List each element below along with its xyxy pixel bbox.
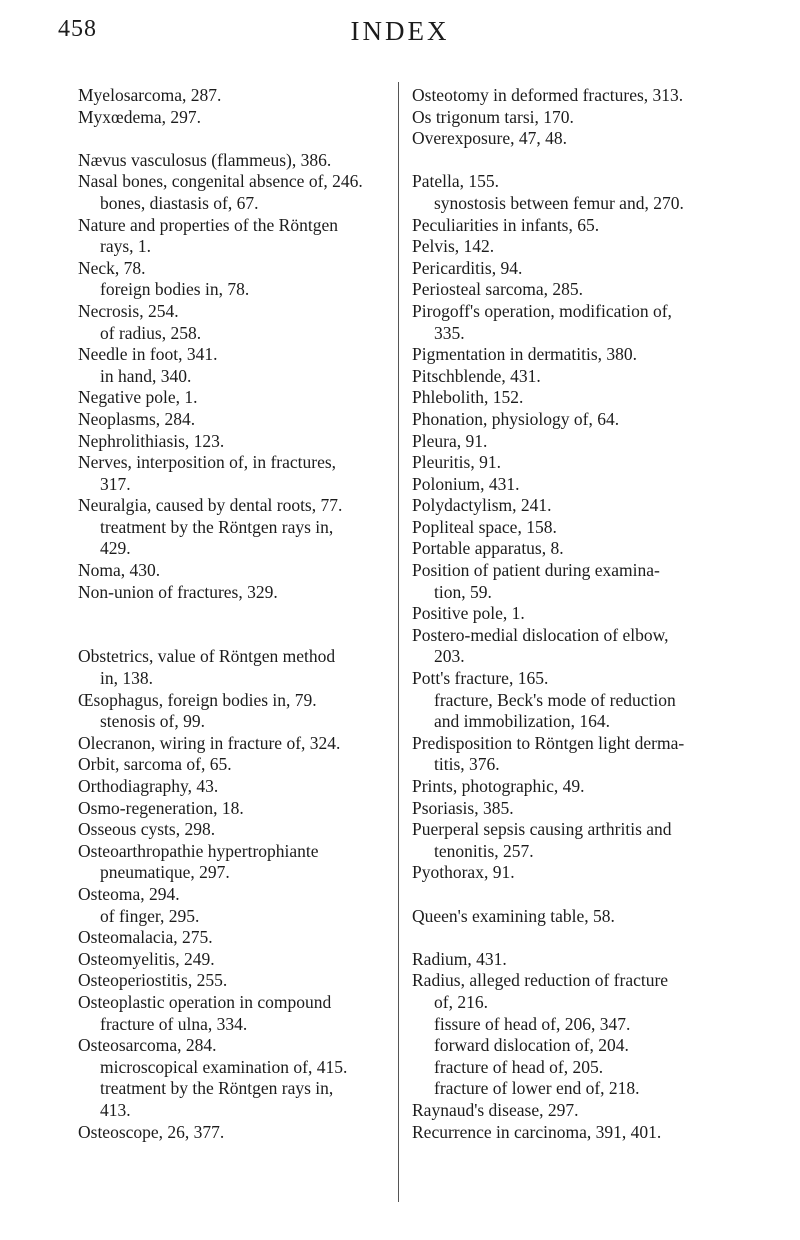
index-entry: Osseous cysts, 298. <box>78 819 216 840</box>
index-entry: Polonium, 431. <box>412 473 520 494</box>
index-subentry: tion, 59. <box>434 581 492 602</box>
index-subentry: fracture, Beck's mode of reduction <box>434 689 676 710</box>
index-subentry: and immobilization, 164. <box>434 711 610 732</box>
index-entry: Negative pole, 1. <box>78 387 198 408</box>
index-entry: Pyothorax, 91. <box>412 862 515 883</box>
index-entry: Osteoarthropathie hypertrophiante <box>78 840 319 861</box>
index-entry: Popliteal space, 158. <box>412 516 557 537</box>
index-entry: Queen's examining table, 58. <box>412 905 615 926</box>
index-entry: Postero-medial dislocation of elbow, <box>412 624 669 645</box>
index-entry: Pott's fracture, 165. <box>412 668 549 689</box>
index-entry: Osteotomy in deformed fractures, 313. <box>412 85 684 105</box>
index-entry: Non-union of fractures, 329. <box>78 581 278 602</box>
index-entry: Prints, photographic, 49. <box>412 776 585 796</box>
index-entry: Osmo-regeneration, 18. <box>78 797 244 818</box>
index-entry: Pirogoff's operation, modification of, <box>412 300 672 321</box>
index-subentry: treatment by the Röntgen rays in, <box>100 1078 334 1099</box>
index-entry: Pelvis, 142. <box>412 236 495 257</box>
index-gap <box>412 927 737 949</box>
index-subentry: pneumatique, 297. <box>100 862 230 883</box>
index-entry: Osteoplastic operation in compound <box>78 991 332 1012</box>
index-entry: Nephrolithiasis, 123. <box>78 430 225 451</box>
index-entry: Peculiarities in infants, 65. <box>412 214 600 235</box>
index-entry: Osteoperiostitis, 255. <box>78 970 228 991</box>
index-entry: Position of patient during examina- <box>412 560 660 581</box>
index-gap <box>78 128 388 150</box>
index-subentry: stenosis of, 99. <box>100 711 205 732</box>
index-entry: Pitschblende, 431. <box>412 365 541 386</box>
index-gap <box>412 884 737 906</box>
index-subentry: 317. <box>100 473 131 494</box>
index-gap <box>78 603 388 625</box>
index-subentry: tenonitis, 257. <box>434 840 534 861</box>
index-entry: Osteosarcoma, 284. <box>78 1035 217 1056</box>
running-head: INDEX <box>350 16 450 46</box>
index-entry: Needle in foot, 341. <box>78 344 218 365</box>
index-entry: Necrosis, 254. <box>78 300 179 321</box>
index-subentry: microscopical examination of, 415. <box>100 1056 348 1077</box>
index-entry: Overexposure, 47, 48. <box>412 128 568 149</box>
index-entry: Portable apparatus, 8. <box>412 538 564 559</box>
column-divider <box>398 82 399 1202</box>
index-subentry: bones, diastasis of, 67. <box>100 192 259 213</box>
index-subentry: titis, 376. <box>434 754 500 775</box>
index-entry: Obstetrics, value of Röntgen method <box>78 646 336 667</box>
index-entry: Neoplasms, 284. <box>78 408 196 429</box>
index-entry: Nasal bones, congenital absence of, 246. <box>78 171 363 192</box>
right-column <box>412 85 737 1143</box>
index-entry: Pericarditis, 94. <box>412 257 523 278</box>
index-entry: Osteomyelitis, 249. <box>78 948 215 969</box>
index-entry: Periosteal sarcoma, 285. <box>412 279 584 300</box>
index-subentry: 413. <box>100 1099 131 1120</box>
index-entry: Raynaud's disease, 297. <box>412 1099 579 1120</box>
index-entry: Patella, 155. <box>412 171 499 192</box>
index-entry: Psoriasis, 385. <box>412 797 514 818</box>
index-gap <box>78 625 388 647</box>
index-entry: Nerves, interposition of, in fractures, <box>78 452 337 473</box>
index-entry: Puerperal sepsis causing arthritis and <box>412 819 672 840</box>
index-entry: Nature and properties of the Röntgen <box>78 214 338 235</box>
index-subentry: 429. <box>100 538 131 559</box>
index-entry: Œsophagus, foreign bodies in, 79. <box>78 689 317 710</box>
index-entry: Polydactylism, 241. <box>412 495 552 516</box>
index-entry: Nævus vasculosus (flammeus), 386. <box>78 149 332 170</box>
index-entry: Radius, alleged reduction of fracture <box>412 970 669 991</box>
index-entry: Osteomalacia, 275. <box>78 927 213 948</box>
index-entry: Orthodiagraphy, 43. <box>78 776 219 796</box>
index-entry: Noma, 430. <box>78 560 161 581</box>
page-number: 458 <box>58 16 97 42</box>
index-entry: Orbit, sarcoma of, 65. <box>78 754 232 775</box>
index-entry: Osteoscope, 26, 377. <box>78 1121 225 1142</box>
index-subentry: fracture of lower end of, 218. <box>434 1078 640 1099</box>
index-entry: Osteoma, 294. <box>78 883 180 904</box>
index-entry: Pigmentation in dermatitis, 380. <box>412 344 638 365</box>
index-subentry: foreign bodies in, 78. <box>100 279 250 300</box>
index-entry: Positive pole, 1. <box>412 603 525 624</box>
index-subentry: fissure of head of, 206, 347. <box>434 1013 631 1034</box>
index-entry: Myxœdema, 297. <box>78 106 201 127</box>
index-entry: Neuralgia, caused by dental roots, 77. <box>78 495 343 516</box>
index-subentry: of radius, 258. <box>100 322 202 343</box>
left-column <box>78 85 388 1143</box>
index-entry: Recurrence in carcinoma, 391, 401. <box>412 1121 662 1142</box>
index-entry: Os trigonum tarsi, 170. <box>412 106 574 127</box>
index-entry: Phlebolith, 152. <box>412 387 524 408</box>
index-entry: Pleura, 91. <box>412 430 488 451</box>
index-subentry: rays, 1. <box>100 236 152 257</box>
index-subentry: of finger, 295. <box>100 905 200 926</box>
index-gap <box>412 150 737 172</box>
index-entry: Radium, 431. <box>412 948 507 969</box>
index-subentry: synostosis between femur and, 270. <box>434 192 684 213</box>
index-entry: Pleuritis, 91. <box>412 452 501 473</box>
index-subentry: of, 216. <box>434 991 488 1012</box>
index-entry: Olecranon, wiring in fracture of, 324. <box>78 732 341 753</box>
index-entry: Predisposition to Röntgen light derma- <box>412 732 685 753</box>
index-subentry: fracture of ulna, 334. <box>100 1013 248 1034</box>
index-subentry: in, 138. <box>100 668 153 689</box>
index-subentry: in hand, 340. <box>100 365 192 386</box>
index-subentry: fracture of head of, 205. <box>434 1056 604 1077</box>
index-entry: Myelosarcoma, 287. <box>78 85 222 105</box>
index-entry: Neck, 78. <box>78 257 146 278</box>
index-entry: Phonation, physiology of, 64. <box>412 408 620 429</box>
index-subentry: forward dislocation of, 204. <box>434 1035 629 1056</box>
index-subentry: 335. <box>434 322 465 343</box>
index-subentry: treatment by the Röntgen rays in, <box>100 516 334 537</box>
index-subentry: 203. <box>434 646 465 667</box>
